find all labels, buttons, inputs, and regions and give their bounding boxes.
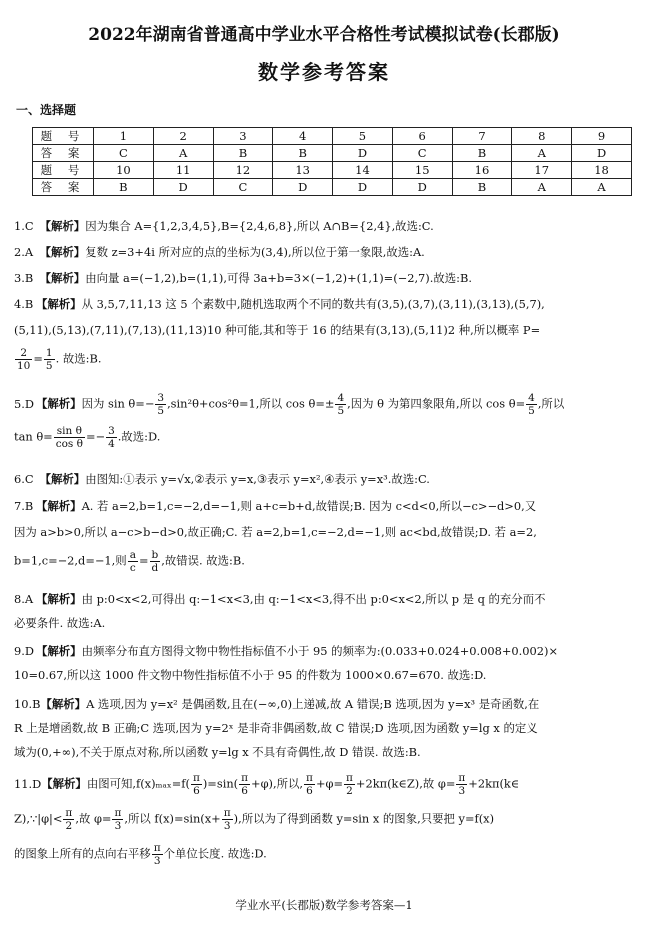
solution-text: A. 若 a=2,b=1,c=−2,d=−1,则 a+c=b+d,故错误;B. 因为 c<d<0,所以−c>−d>0,又: [81, 499, 537, 513]
solution-q10: [14, 695, 636, 761]
table-cell: 12: [213, 162, 273, 179]
solution-q6: [14, 470, 636, 488]
solution-text: . 故选:B.: [55, 351, 102, 366]
table-cell: B: [452, 179, 512, 196]
solution-text: ),所以为了得到函数 y=sin x 的图象,只要把 y=f(x): [233, 811, 495, 826]
solution-text: 由 p:0<x<2,可得出 q:−1<x<3,由 q:−1<x<3,得不出 p:0<x<2,所以 p 是 q 的充分而不: [81, 592, 546, 606]
question-number: 11.D: [14, 776, 42, 791]
solution-q11: [14, 772, 636, 867]
fraction: $\frac{\pi}{3}$: [153, 842, 161, 867]
analysis-tag: 【解析】: [36, 592, 82, 606]
solution-text: Z),∵|φ|<: [14, 811, 63, 826]
fraction: $\frac{4}{5}$: [528, 392, 535, 417]
table-cell: 答 案: [33, 145, 94, 162]
table-cell: 17: [512, 162, 572, 179]
table-cell: B: [94, 179, 154, 196]
analysis-tag: 【解析】: [39, 271, 86, 285]
question-number: 8.A: [14, 592, 34, 606]
question-number: 4.B: [14, 297, 34, 311]
table-cell: 18: [572, 162, 632, 179]
fraction: $\frac{3}{5}$: [157, 392, 165, 417]
question-number: 6.C: [14, 472, 34, 486]
table-cell: A: [512, 179, 572, 196]
solution-text: 个单位长度. 故选:D.: [163, 846, 267, 861]
table-cell: 5: [333, 128, 393, 145]
section-heading: 一、选择题: [16, 103, 77, 117]
table-cell: D: [333, 145, 393, 162]
solution-text: 因为集合 A={1,2,3,4,5},B={2,4,6,8},所以 A∩B={2,4},故选:C.: [85, 219, 434, 233]
analysis-tag: 【解析】: [39, 472, 86, 486]
solution-text: +2kπ(k∈: [468, 776, 520, 791]
table-row: [33, 162, 632, 179]
question-number: 5.D: [14, 396, 35, 411]
question-number: 7.B: [14, 499, 34, 513]
solution-text: +2kπ(k∈Z),故 φ=: [355, 776, 456, 791]
solution-text: 由向量 a=(−1,2),b=(1,1),可得 3a+b=3×(−1,2)+(1,1)=(−2,7).故选:B.: [85, 271, 472, 285]
table-cell: 答 案: [33, 179, 94, 196]
solution-text: ,故 φ=: [75, 811, 112, 826]
solution-text: R 上是增函数,故 B 正确;C 选项,因为 y=2ˣ 是非奇非偶函数,故 C 错误;D 选项,因为函数 y=lg x 的定义: [14, 721, 538, 735]
fraction: $\frac{1}{5}$: [45, 347, 53, 372]
solution-q8: [14, 590, 636, 632]
table-cell: 题 号: [33, 162, 94, 179]
table-cell: A: [512, 145, 572, 162]
solution-text: ,sin²θ+cos²θ=1,所以 cos θ=±: [167, 396, 335, 411]
question-number: 10.B: [14, 697, 41, 711]
table-cell: C: [94, 145, 154, 162]
solution-text: A 选项,因为 y=x² 是偶函数,且在(−∞,0)上递减,故 A 错误;B 选项,因为 y=x³ 是奇函数,在: [86, 697, 540, 711]
solution-text: ,因为 θ 为第四象限角,所以 cos θ=: [347, 396, 526, 411]
fraction: $\frac{\pi}{6}$: [192, 772, 200, 797]
table-cell: 14: [333, 162, 393, 179]
table-cell: 题 号: [33, 128, 94, 145]
question-number: 1.C: [14, 219, 34, 233]
fraction: $\frac{\pi}{2}$: [346, 772, 353, 797]
document-subtitle: 数学参考答案: [258, 60, 390, 84]
fraction: $\frac{4}{5}$: [337, 392, 345, 417]
solution-text: (5,11),(5,13),(7,11),(7,13),(11,13)10 种可能,其和等于 16 的结果有(3,13),(5,11)2 种,所以概率 P=: [14, 323, 541, 337]
table-cell: 9: [572, 128, 632, 145]
solution-text: 由图可知,f(x)ₘₐₓ=f(: [86, 776, 190, 791]
table-cell: D: [153, 179, 213, 196]
table-cell: D: [273, 179, 333, 196]
table-cell: 2: [153, 128, 213, 145]
fraction: $\frac{\pi}{6}$: [306, 772, 313, 797]
fraction: $\frac{\pi}{3}$: [458, 772, 466, 797]
solution-q5: [14, 392, 636, 450]
table-cell: 10: [94, 162, 154, 179]
table-row: [33, 145, 632, 162]
table-row: [33, 179, 632, 196]
fraction: $\frac{\pi}{3}$: [223, 807, 231, 832]
table-cell: A: [153, 145, 213, 162]
question-number: 3.B: [14, 271, 34, 285]
fraction: $\frac{\pi}{6}$: [241, 772, 249, 797]
table-cell: 16: [452, 162, 512, 179]
table-cell: D: [333, 179, 393, 196]
solution-text: +φ),所以,: [251, 776, 304, 791]
table-cell: 6: [392, 128, 452, 145]
table-cell: 13: [273, 162, 333, 179]
solution-q7: [14, 497, 636, 574]
analysis-tag: 【解析】: [36, 297, 82, 311]
analysis-tag: 【解析】: [36, 644, 82, 658]
solution-text: 因为 a>b>0,所以 a−c>b−d>0,故正确;C. 若 a=2,b=1,c=−2,d=−1,则 ac<bd,故错误;D. 若 a=2,: [14, 525, 537, 539]
solution-text: 从 3,5,7,11,13 这 5 个素数中,随机选取两个不同的数共有(3,5),(3,7),(3,11),(3,13),(5,7),: [81, 297, 545, 311]
solution-text: 的图象上所有的点向右平移: [14, 846, 151, 861]
fraction: $\frac{3}{4}$: [108, 425, 115, 450]
fraction: $\frac{b}{d}$: [151, 549, 159, 574]
table-cell: B: [452, 145, 512, 162]
analysis-tag: 【解析】: [36, 396, 82, 411]
fraction: $\frac{2}{10}$: [17, 347, 31, 372]
table-cell: B: [213, 145, 273, 162]
solution-text: +φ=: [315, 776, 344, 791]
solution-text: 由频率分布直方图得文物中物性指标值不小于 95 的频率为:(0.033+0.024+0.008+0.002)×: [81, 644, 559, 658]
solution-q9: [14, 642, 636, 684]
table-cell: 15: [392, 162, 452, 179]
fraction: $\frac{\pi}{2}$: [65, 807, 73, 832]
solution-text: 复数 z=3+4i 所对应的点的坐标为(3,4),所以位于第一象限,故选:A.: [85, 245, 425, 259]
question-number: 2.A: [14, 245, 34, 259]
solution-text: tan θ=: [14, 429, 53, 444]
table-cell: 7: [452, 128, 512, 145]
solution-q1: [14, 217, 636, 235]
analysis-tag: 【解析】: [36, 499, 82, 513]
table-cell: 3: [213, 128, 273, 145]
question-number: 9.D: [14, 644, 35, 658]
table-cell: D: [392, 179, 452, 196]
analysis-tag: 【解析】: [39, 245, 86, 259]
table-cell: A: [572, 179, 632, 196]
solution-text: ,所以: [537, 396, 565, 411]
solution-q2: [14, 243, 636, 261]
table-row: [33, 128, 632, 145]
solution-text: )=sin(: [202, 776, 239, 791]
analysis-tag: 【解析】: [41, 776, 87, 791]
analysis-tag: 【解析】: [40, 697, 87, 711]
solution-text: 由图知:①表示 y=√x,②表示 y=x,③表示 y=x²,④表示 y=x³.故选:C.: [85, 472, 430, 486]
table-cell: 11: [153, 162, 213, 179]
table-cell: B: [273, 145, 333, 162]
solution-q4: 4.B 【解析】从 3,5,7,11,13 这 5 个素数中,随机选取两个不同的数共有(3,5),(3,7),(3,11),(3,13),(5,7), (5,11),(5,13),(7,11),(7,13),(11,13)10 种可能,其和等于 16 的结果有(3,13),(5,11)2 种,所以概率 P= $\frac{2}{10}$ = $\frac{1}{5}$ . 故选:B.: [14, 295, 636, 372]
solution-text: 10=0.67,所以这 1000 件文物中物性指标值不小于 95 的件数为 1000×0.67=670. 故选:D.: [14, 668, 487, 682]
solution-text: 必要条件. 故选:A.: [14, 616, 106, 630]
solution-text: 域为(0,+∞),不关于原点对称,所以函数 y=lg x 不具有奇偶性,故 D 错误. 故选:B.: [14, 745, 421, 759]
table-cell: 4: [273, 128, 333, 145]
solution-text: 因为 sin θ=−: [81, 396, 155, 411]
table-cell: C: [392, 145, 452, 162]
fraction: $\frac{a}{c}$: [129, 549, 136, 574]
analysis-tag: 【解析】: [39, 219, 86, 233]
fraction: $\frac{\text{sin θ}}{\text{cos θ}}$: [55, 425, 83, 450]
table-cell: 8: [512, 128, 572, 145]
solution-text: ,所以 f(x)=sin(x+: [124, 811, 221, 826]
document-title: 2022年湖南省普通高中学业水平合格性考试模拟试卷(长郡版): [88, 25, 560, 45]
solution-text: =−: [85, 429, 106, 444]
answer-table: [32, 127, 632, 196]
solution-text: b=1,c=−2,d=−1,则: [14, 553, 127, 568]
solution-text: ,故错误. 故选:B.: [161, 553, 245, 568]
solution-q3: [14, 269, 636, 287]
page-footer: 学业水平(长郡版)数学参考答案—1: [235, 898, 413, 912]
solution-text: =: [138, 553, 149, 568]
fraction: $\frac{\pi}{3}$: [114, 807, 122, 832]
table-cell: 1: [94, 128, 154, 145]
table-cell: D: [572, 145, 632, 162]
solution-text: .故选:D.: [117, 429, 161, 444]
table-cell: C: [213, 179, 273, 196]
